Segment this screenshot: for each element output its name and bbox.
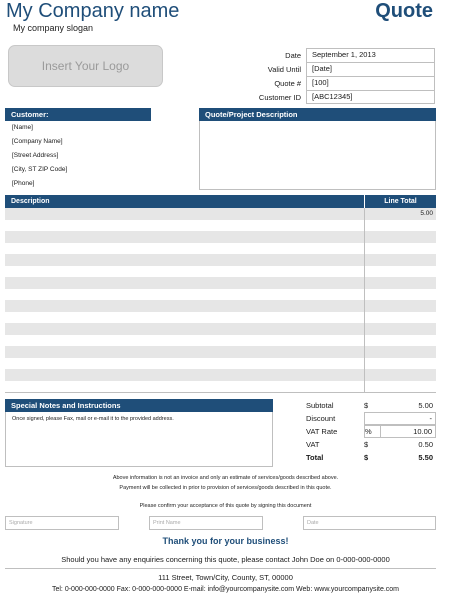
line-item-row xyxy=(5,277,436,289)
quote-number-field[interactable]: [100] xyxy=(306,76,435,90)
line-item-description[interactable] xyxy=(5,381,364,393)
discount-field[interactable]: - xyxy=(380,412,436,425)
currency-symbol: $ xyxy=(364,453,369,462)
subtotal-label: Subtotal xyxy=(306,401,334,410)
project-description-header: Quote/Project Description xyxy=(199,108,436,121)
line-item-row xyxy=(5,346,436,358)
company-name: My Company name xyxy=(6,0,180,22)
date-field[interactable]: September 1, 2013 xyxy=(306,48,435,62)
meta-row-date xyxy=(250,48,435,62)
total-value: 5.50 xyxy=(418,453,433,462)
discount-currency-cell xyxy=(364,412,380,425)
line-item-row xyxy=(5,312,436,324)
total-label: Total xyxy=(306,453,324,462)
subtotal-row xyxy=(306,399,436,412)
currency-symbol: $ xyxy=(364,440,369,449)
disclaimer-line-1: Above information is not an invoice and only an estimate of services/goods described above. xyxy=(112,475,339,481)
customer-name-field[interactable]: [Name] xyxy=(12,124,33,131)
totals-table xyxy=(306,399,436,464)
line-item-description[interactable] xyxy=(5,369,364,381)
column-header-description: Description xyxy=(11,198,50,205)
enquiry-contact-line: Should you have any enquiries concerning this quote, please contact John Doe on 0-000-000-0000 xyxy=(61,555,390,564)
line-item-total xyxy=(364,346,436,358)
line-item-total xyxy=(364,312,436,324)
line-item-description[interactable] xyxy=(5,208,364,220)
vat-rate-row xyxy=(306,425,436,438)
line-item-description[interactable] xyxy=(5,243,364,255)
line-item-description[interactable] xyxy=(5,277,364,289)
line-item-description[interactable] xyxy=(5,323,364,335)
vat-label: VAT xyxy=(306,440,320,449)
line-item-row xyxy=(5,381,436,393)
acceptance-instruction: Please confirm your acceptance of this quote by signing this document xyxy=(139,503,312,509)
discount-label: Discount xyxy=(306,414,336,423)
line-item-row xyxy=(5,220,436,232)
line-items-body xyxy=(5,208,436,393)
line-item-row xyxy=(5,266,436,278)
footer-divider xyxy=(5,568,436,569)
line-item-row xyxy=(5,243,436,255)
discount-row xyxy=(306,412,436,425)
customer-phone-field[interactable]: [Phone] xyxy=(12,180,35,187)
meta-label: Valid Until xyxy=(267,64,301,74)
meta-row-quote-number xyxy=(250,76,435,90)
line-items-table xyxy=(5,195,436,393)
signature-field[interactable]: Signature xyxy=(5,516,119,530)
customer-city-field[interactable]: [City, ST ZIP Code] xyxy=(12,166,68,173)
disclaimer-line-2: Payment will be collected in prior to provision of services/goods described in this quote. xyxy=(119,485,332,491)
thank-you-message: Thank you for your business! xyxy=(162,536,289,546)
meta-label: Date xyxy=(285,50,301,60)
line-item-description[interactable] xyxy=(5,312,364,324)
special-notes-box[interactable] xyxy=(5,399,273,467)
line-item-description[interactable] xyxy=(5,220,364,232)
company-address: 111 Street, Town/City, County, ST, 00000 xyxy=(158,573,293,582)
vat-rate-field[interactable]: 10.00 xyxy=(380,425,436,438)
line-item-total xyxy=(364,231,436,243)
vat-value: 0.50 xyxy=(418,440,433,449)
line-item-total xyxy=(364,358,436,370)
logo-placeholder[interactable] xyxy=(8,45,163,87)
line-item-total xyxy=(364,243,436,255)
line-item-description[interactable] xyxy=(5,254,364,266)
line-item-description[interactable] xyxy=(5,300,364,312)
line-item-total xyxy=(364,289,436,301)
line-item-total xyxy=(364,254,436,266)
line-item-total xyxy=(364,300,436,312)
line-item-row xyxy=(5,231,436,243)
line-items-header xyxy=(5,195,436,208)
special-notes-text: Once signed, please Fax, mail or e-mail it to the provided address. xyxy=(12,416,174,422)
column-header-line-total: Line Total xyxy=(364,195,436,208)
customer-section xyxy=(5,108,151,191)
line-item-description[interactable] xyxy=(5,289,364,301)
line-item-row xyxy=(5,335,436,347)
line-item-description[interactable] xyxy=(5,266,364,278)
line-item-total: 5.00 xyxy=(364,208,436,220)
line-item-total xyxy=(364,369,436,381)
line-item-description[interactable] xyxy=(5,335,364,347)
line-item-total xyxy=(364,381,436,393)
percent-symbol: % xyxy=(364,425,380,438)
project-description-box[interactable] xyxy=(199,108,436,190)
line-item-total xyxy=(364,323,436,335)
logo-placeholder-label: Insert Your Logo xyxy=(41,59,130,73)
line-item-total xyxy=(364,220,436,232)
line-item-row xyxy=(5,208,436,220)
line-item-total xyxy=(364,266,436,278)
quote-meta-table xyxy=(250,48,435,104)
vat-row xyxy=(306,438,436,451)
line-item-total xyxy=(364,277,436,289)
special-notes-header: Special Notes and Instructions xyxy=(5,399,273,412)
signature-date-field[interactable]: Date xyxy=(303,516,436,530)
meta-label: Quote # xyxy=(274,78,301,88)
currency-symbol: $ xyxy=(364,401,369,410)
subtotal-value: 5.00 xyxy=(418,401,433,410)
valid-until-field[interactable]: [Date] xyxy=(306,62,435,76)
meta-row-customer-id xyxy=(250,90,435,104)
line-item-row xyxy=(5,289,436,301)
customer-id-field[interactable]: [ABC12345] xyxy=(306,90,435,104)
line-item-description[interactable] xyxy=(5,358,364,370)
print-name-field[interactable]: Print Name xyxy=(149,516,263,530)
meta-label: Customer ID xyxy=(258,92,301,102)
line-item-description[interactable] xyxy=(5,231,364,243)
company-contact-details: Tel: 0-000-000-0000 Fax: 0-000-000-0000 E-mail: info@yourcompanysite.com Web: www.yourcompanysite.com xyxy=(51,586,400,593)
customer-company-field[interactable]: [Company Name] xyxy=(12,138,63,145)
line-item-row xyxy=(5,254,436,266)
customer-header: Customer: xyxy=(5,108,151,121)
line-item-row xyxy=(5,358,436,370)
vat-rate-label: VAT Rate xyxy=(306,427,338,436)
line-item-description[interactable] xyxy=(5,346,364,358)
line-item-row xyxy=(5,300,436,312)
meta-row-valid-until xyxy=(250,62,435,76)
customer-street-field[interactable]: [Street Address] xyxy=(12,152,59,159)
document-title: Quote xyxy=(375,0,433,22)
total-row xyxy=(306,451,436,464)
company-slogan: My company slogan xyxy=(13,23,94,33)
line-item-row xyxy=(5,369,436,381)
line-item-total xyxy=(364,335,436,347)
line-item-row xyxy=(5,323,436,335)
